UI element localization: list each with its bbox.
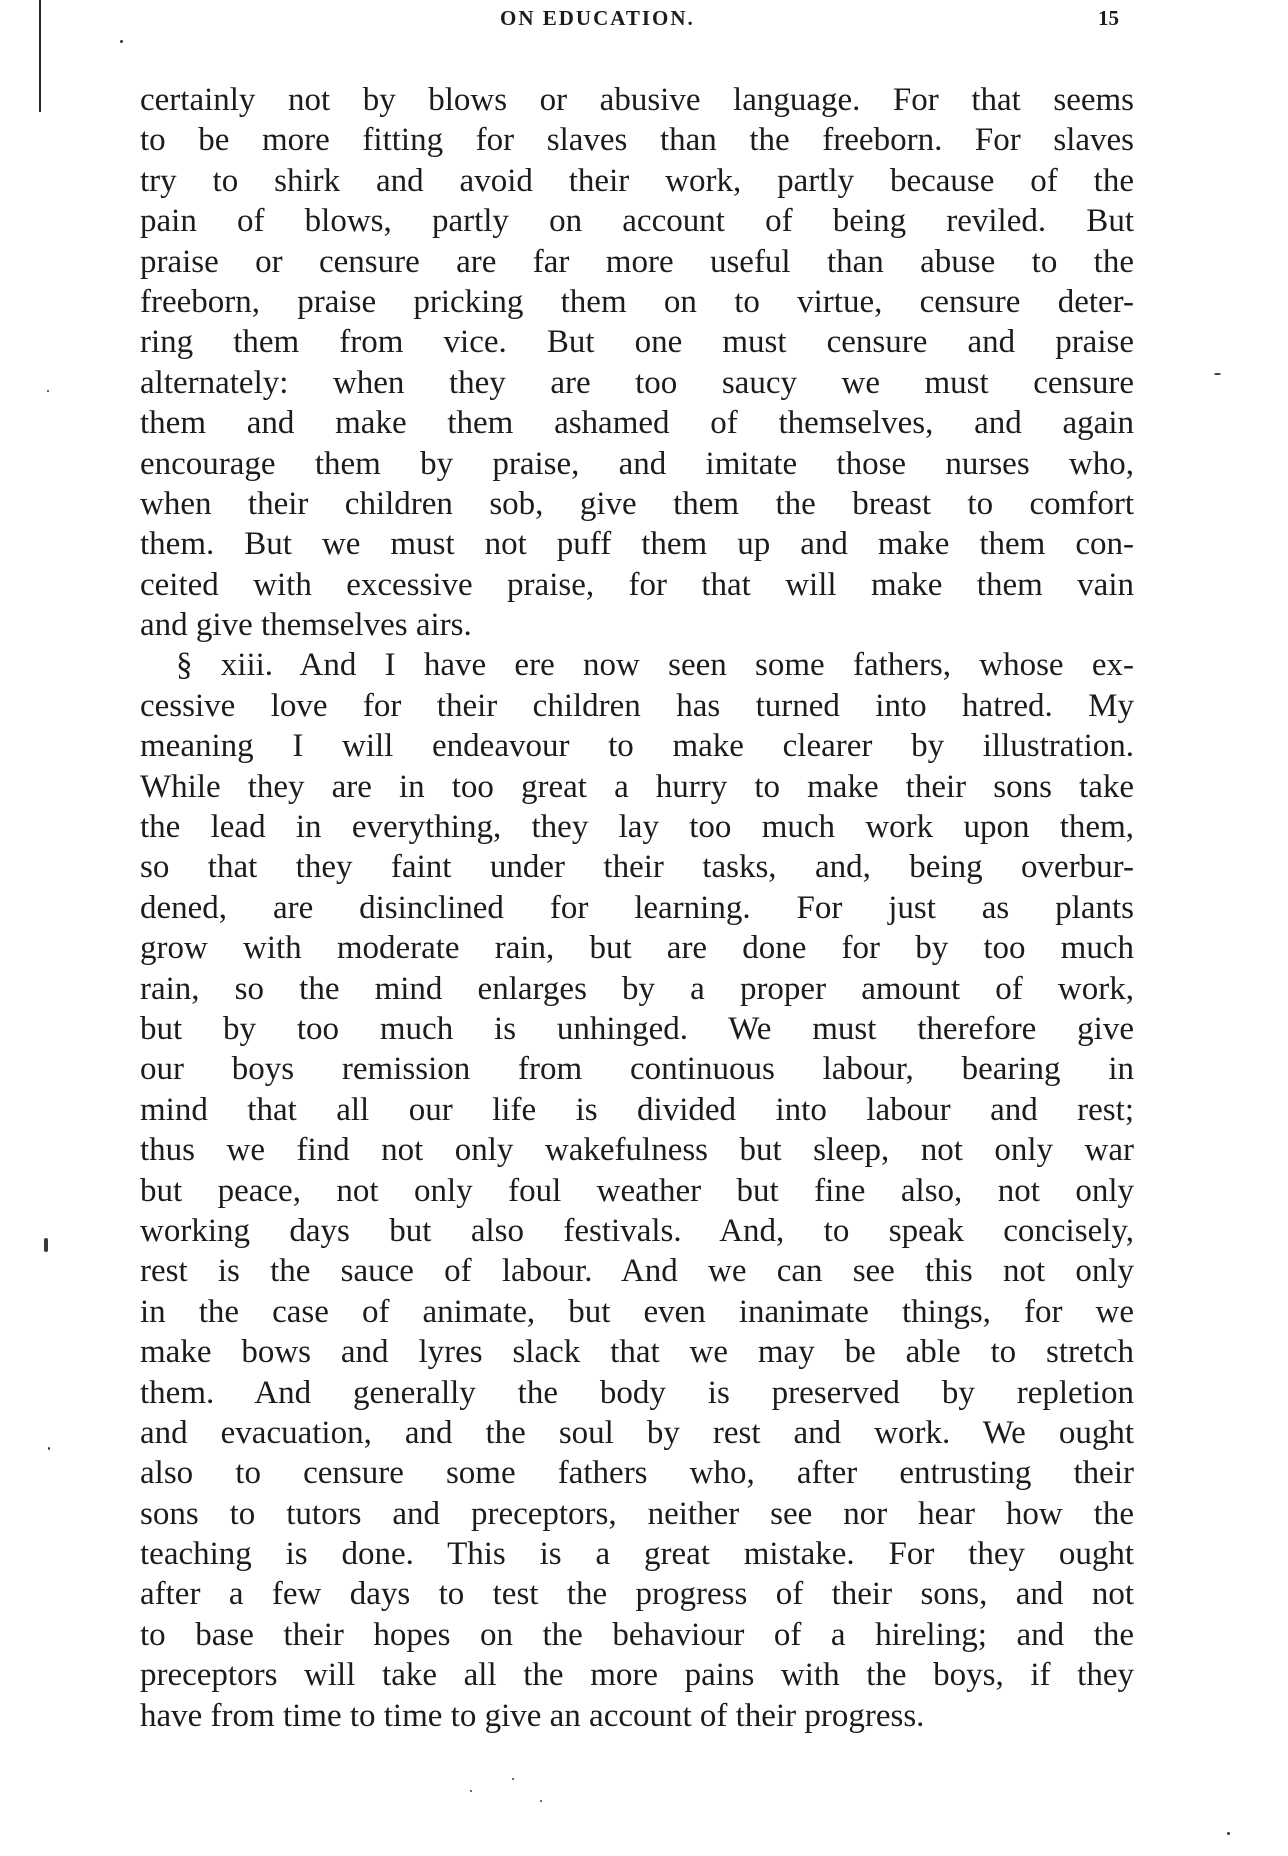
text-line: our boys remission from continuous labour, bearing in	[140, 1051, 1134, 1088]
text-line: them and make them ashamed of themselves, and again	[140, 405, 1134, 442]
text-line: pain of blows, partly on account of being reviled. But	[140, 203, 1134, 240]
running-title: ON EDUCATION.	[500, 6, 695, 30]
text-line: ring them from vice. But one must censure and praise	[140, 324, 1134, 361]
text-line: sons to tutors and preceptors, neither see nor hear how the	[140, 1495, 1134, 1532]
text-line: certainly not by blows or abusive language. For that seems	[140, 82, 1134, 118]
text-line: cessive love for their children has turned into hatred. My	[140, 687, 1134, 724]
text-line: the lead in everything, they lay too much work upon them,	[140, 809, 1134, 846]
scan-speck	[44, 1238, 48, 1252]
scan-speck	[1214, 373, 1221, 375]
paragraph-1	[140, 80, 1134, 645]
scan-speck	[512, 1778, 514, 1780]
text-line: While they are in too great a hurry to make their sons take	[140, 768, 1134, 805]
text-line: teaching is done. This is a great mistake. For they ought	[140, 1536, 1134, 1573]
text-line: and evacuation, and the soul by rest and work. We ought	[140, 1414, 1134, 1451]
text-line: so that they faint under their tasks, and, being overbur-	[140, 849, 1134, 886]
page-number: 15	[1098, 6, 1119, 30]
text-line: and give themselves airs.	[140, 607, 472, 644]
text-line: freeborn, praise pricking them on to virtue, censure deter-	[140, 283, 1134, 320]
running-head	[0, 6, 1288, 38]
text-line: them. But we must not puff them up and make them con-	[140, 526, 1134, 563]
body-text	[140, 80, 1134, 1736]
text-line: alternately: when they are too saucy we must censure	[140, 364, 1134, 401]
text-line: to be more fitting for slaves than the freeborn. For slaves	[140, 122, 1134, 159]
text-line: to base their hopes on the behaviour of a hireling; and the	[140, 1616, 1134, 1653]
text-line: dened, are disinclined for learning. For just as plants	[140, 889, 1134, 926]
text-line: thus we find not only wakefulness but sleep, not only war	[140, 1132, 1134, 1169]
text-line: also to censure some fathers who, after entrusting their	[140, 1455, 1134, 1492]
scan-speck	[1227, 1832, 1230, 1835]
paragraph-2	[140, 645, 1134, 1736]
text-line: ceited with excessive praise, for that will make them vain	[140, 566, 1134, 603]
text-line: but peace, not only foul weather but fine also, not only	[140, 1172, 1134, 1209]
text-line: rest is the sauce of labour. And we can see this not only	[140, 1253, 1134, 1290]
text-line-section-start: § xiii. And I have ere now seen some fathers, whose ex-	[176, 647, 1134, 684]
text-line: rain, so the mind enlarges by a proper amount of work,	[140, 970, 1134, 1007]
text-line: in the case of animate, but even inanimate things, for we	[140, 1293, 1134, 1330]
text-line: but by too much is unhinged. We must therefore give	[140, 1010, 1134, 1047]
text-line: have from time to time to give an account of their progress.	[140, 1697, 925, 1734]
text-line: mind that all our life is divided into labour and rest;	[140, 1091, 1134, 1128]
text-line: when their children sob, give them the breast to comfort	[140, 485, 1134, 522]
text-line: working days but also festivals. And, to speak concisely,	[140, 1212, 1134, 1249]
text-line: grow with moderate rain, but are done for by too much	[140, 930, 1134, 967]
text-line: after a few days to test the progress of their sons, and not	[140, 1576, 1134, 1613]
text-line: praise or censure are far more useful than abuse to the	[140, 243, 1134, 280]
scan-speck	[540, 1800, 542, 1802]
text-line: them. And generally the body is preserved by repletion	[140, 1374, 1134, 1411]
text-line: try to shirk and avoid their work, partly because of the	[140, 162, 1134, 199]
scan-speck	[470, 1790, 472, 1792]
scan-speck	[47, 390, 49, 392]
text-line: encourage them by praise, and imitate those nurses who,	[140, 445, 1134, 482]
text-line: preceptors will take all the more pains with the boys, if they	[140, 1657, 1134, 1694]
text-line: make bows and lyres slack that we may be able to stretch	[140, 1334, 1134, 1371]
text-line: meaning I will endeavour to make clearer by illustration.	[140, 728, 1134, 765]
scan-speck	[48, 1447, 50, 1450]
scan-speck	[120, 40, 123, 43]
